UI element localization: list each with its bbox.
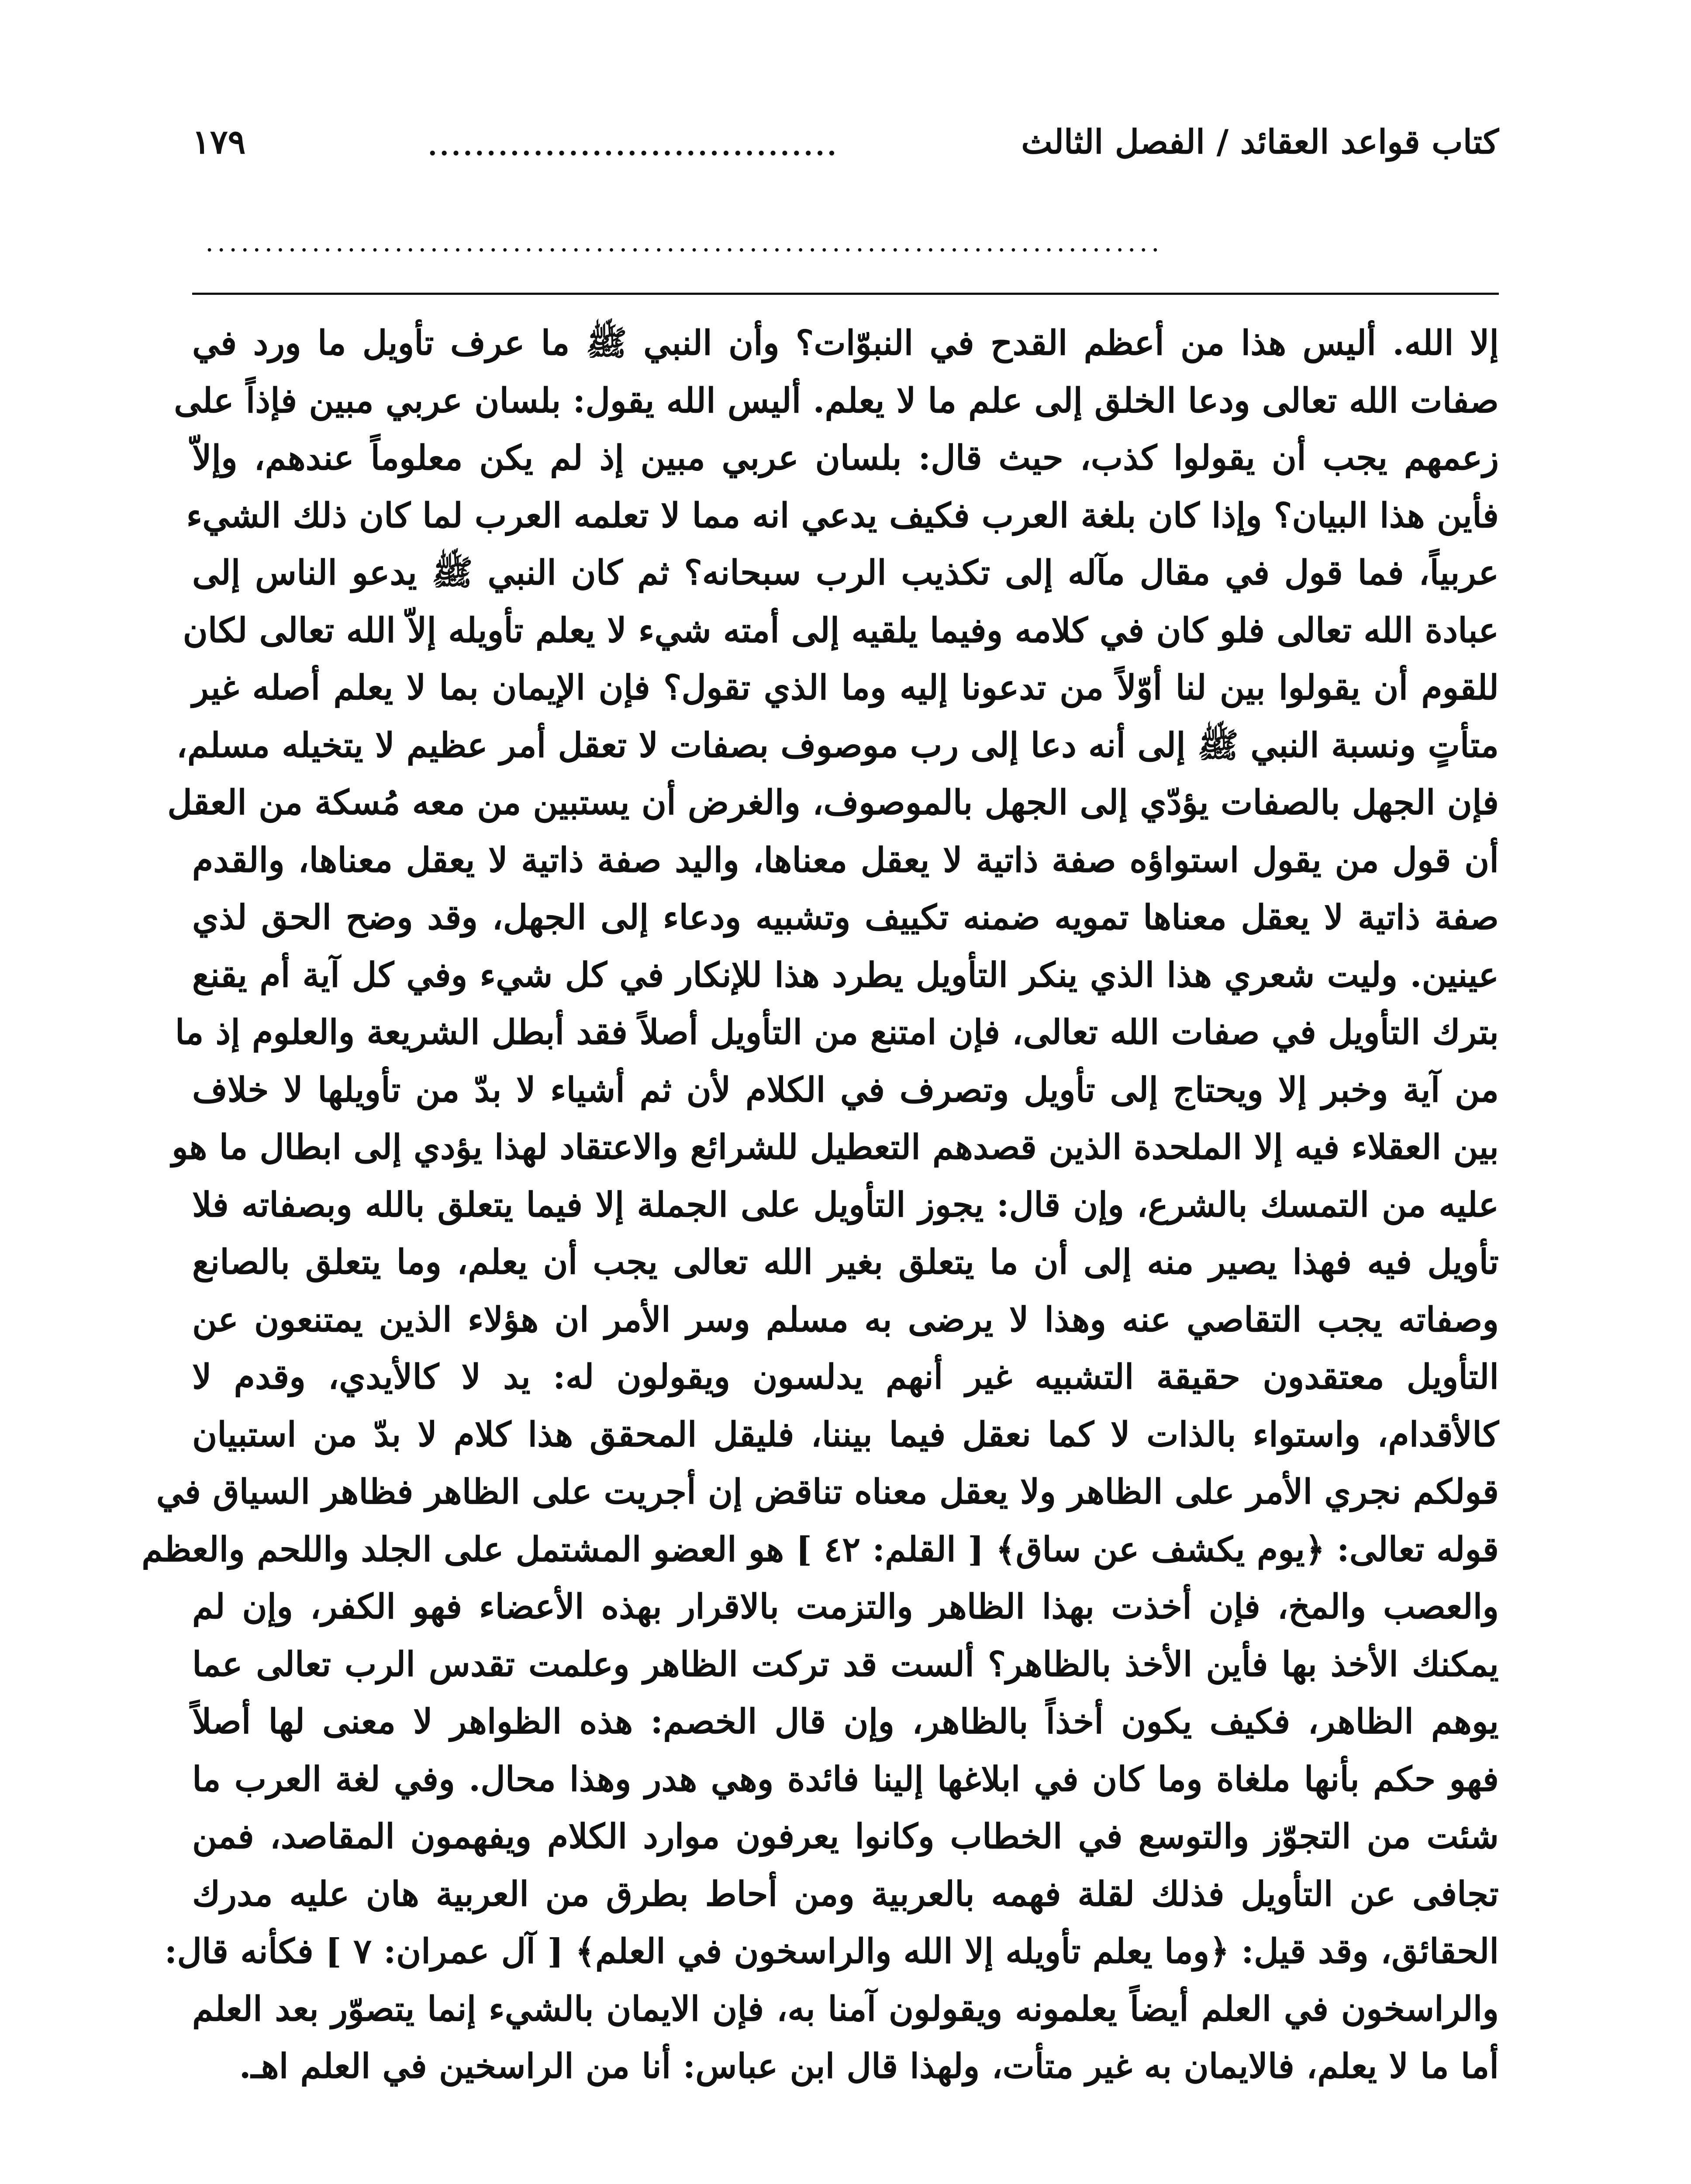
- text-line: والراسخون في العلم أيضاً يعلمونه ويقولون آمنا به، فإن الايمان بالشيء إنما يتصوّر بعد العلم: [192, 1989, 1499, 2029]
- header-second-leader-dots: .................................................................................: [205, 227, 1163, 258]
- text-line: وصفاته يجب التقاصي عنه وهذا لا يرضى به مسلم وسر الأمر ان هؤلاء الذين يمتنعون عن: [192, 1299, 1499, 1340]
- body-text: [141, 314, 1499, 2095]
- text-line: عينين. وليت شعري هذا الذي ينكر التأويل يطرد هذا للإنكار في كل شيء وفي كل آية أم يقنع: [192, 955, 1499, 995]
- text-line: يوهم الظاهر، فكيف يكون أخذاً بالظاهر، وإن قال الخصم: هذه الظواهر لا معنى لها أصلاً: [192, 1702, 1499, 1742]
- text-line: تأويل فيه فهذا يصير منه إلى أن ما يتعلق بغير الله تعالى يجب أن يعلم، وما يتعلق بالصانع: [192, 1242, 1499, 1282]
- text-line: بين العقلاء فيه إلا الملحدة الذين قصدهم التعطيل للشرائع والاعتقاد لهذا يؤدي إلى ابطال ما هو: [172, 1127, 1499, 1167]
- text-line: عليه من التمسك بالشرع، وإن قال: يجوز التأويل على الجملة إلا فيما يتعلق بالله وبصفاته فلا: [192, 1185, 1499, 1225]
- text-line: قولكم نجري الأمر على الظاهر ولا يعقل معناه تناقض إن أجريت على الظاهر فظاهر السياق في: [156, 1472, 1499, 1512]
- text-line: يمكنك الأخذ بها فأين الأخذ بالظاهر؟ ألست قد تركت الظاهر وعلمت تقدس الرب تعالى عما: [192, 1644, 1499, 1684]
- text-line: صفة ذاتية لا يعقل معناها تمويه ضمنه تكييف وتشبيه ودعاء إلى الجهل، وقد وضح الحق لذي: [192, 898, 1499, 937]
- text-line: بترك التأويل في صفات الله تعالى، فإن امتنع من التأويل أصلاً فقد أبطل الشريعة والعلوم إذ ما: [175, 1013, 1499, 1052]
- text-line: الحقائق، وقد قيل: ﴿وما يعلم تأويله إلا الله والراسخون في العلم﴾ [ آل عمران: ٧ ] فكأنه قال:: [164, 1932, 1499, 1971]
- text-line: فإن الجهل بالصفات يؤدّي إلى الجهل بالموصوف، والغرض أن يستبين من معه مُسكة من العقل: [167, 783, 1499, 822]
- text-line: من آية وخبر إلا ويحتاج إلى تأويل وتصرف في الكلام لأن ثم أشياء لا بدّ من تأويلها لا خلاف: [192, 1070, 1499, 1110]
- header-rule: [192, 293, 1499, 295]
- text-line: والعصب والمخ، فإن أخذت بهذا الظاهر والتزمت بالاقرار بهذه الأعضاء فهو الكفر، وإن لم: [192, 1587, 1499, 1627]
- text-line: تجافى عن التأويل فذلك لقلة فهمه بالعربية ومن أحاط بطرق من العربية هان عليه مدرك: [192, 1874, 1499, 1914]
- chapter-title: كتاب قواعد العقائد / الفصل الثالث: [1021, 122, 1499, 161]
- text-line: إلا الله. أليس هذا من أعظم القدح في النبوّات؟ وأن النبي ﷺ ما عرف تأويل ما ورد في: [192, 323, 1499, 363]
- text-line: فأين هذا البيان؟ وإذا كان بلغة العرب فكيف يدعي انه مما لا تعلمه العرب لما كان ذلك الشيء: [186, 495, 1499, 536]
- text-line: أما ما لا يعلم، فالايمان به غير متأت، ولهذا قال ابن عباس: أنا من الراسخين في العلم اهـ.: [239, 2046, 1499, 2086]
- text-line: أن قول من يقول استواؤه صفة ذاتية لا يعقل معناها، واليد صفة ذاتية لا يعقل معناها، والقدم: [192, 840, 1499, 880]
- running-header: [192, 109, 1499, 166]
- text-line: عربياً، فما قول في مقال مآله إلى تكذيب الرب سبحانه؟ ثم كان النبي ﷺ يدعو الناس إلى: [192, 553, 1499, 593]
- text-line: متأتٍ ونسبة النبي ﷺ إلى أنه دعا إلى رب موصوف بصفات لا تعقل أمر عظيم لا يتخيله مسلم،: [176, 725, 1499, 765]
- text-line: زعمهم يجب أن يقولوا كذب، حيث قال: بلسان عربي مبين إذ لم يكن معلوماً عندهم، وإلاّ: [192, 438, 1499, 478]
- page-number: ١٧٩: [192, 122, 246, 161]
- text-line: صفات الله تعالى ودعا الخلق إلى علم ما لا يعلم. أليس الله يقول: بلسان عربي مبين فإذاً على: [174, 380, 1499, 421]
- text-line: شئت من التجوّز والتوسع في الخطاب وكانوا يعرفون موارد الكلام ويفهمون المقاصد، فمن: [192, 1817, 1499, 1856]
- header-leader-dots: ...................................: [428, 131, 839, 162]
- text-line: فهو حكم بأنها ملغاة وما كان في ابلاغها إلينا فائدة وهي هدر وهذا محال. وفي لغة العرب ما: [192, 1759, 1499, 1799]
- text-line: التأويل معتقدون حقيقة التشبيه غير أنهم يدلسون ويقولون له: يد لا كالأيدي، وقدم لا: [192, 1357, 1499, 1397]
- text-line: للقوم أن يقولوا بين لنا أوّلاً من تدعونا إليه وما الذي تقول؟ فإن الإيمان بما لا يعلم أصله غير: [192, 668, 1499, 708]
- text-line: كالأقدام، واستواء بالذات لا كما نعقل فيما بيننا، فليقل المحقق هذا كلام لا بدّ من استبيان: [192, 1414, 1499, 1455]
- text-line: قوله تعالى: ﴿يوم يكشف عن ساق﴾ [ القلم: ٤٢ ] هو العضو المشتمل على الجلد واللحم والعظم: [141, 1529, 1499, 1569]
- text-line: عبادة الله تعالى فلو كان في كلامه وفيما يلقيه إلى أمته شيء لا يعلم تأويله إلاّ الله تعالى لكان: [183, 610, 1499, 650]
